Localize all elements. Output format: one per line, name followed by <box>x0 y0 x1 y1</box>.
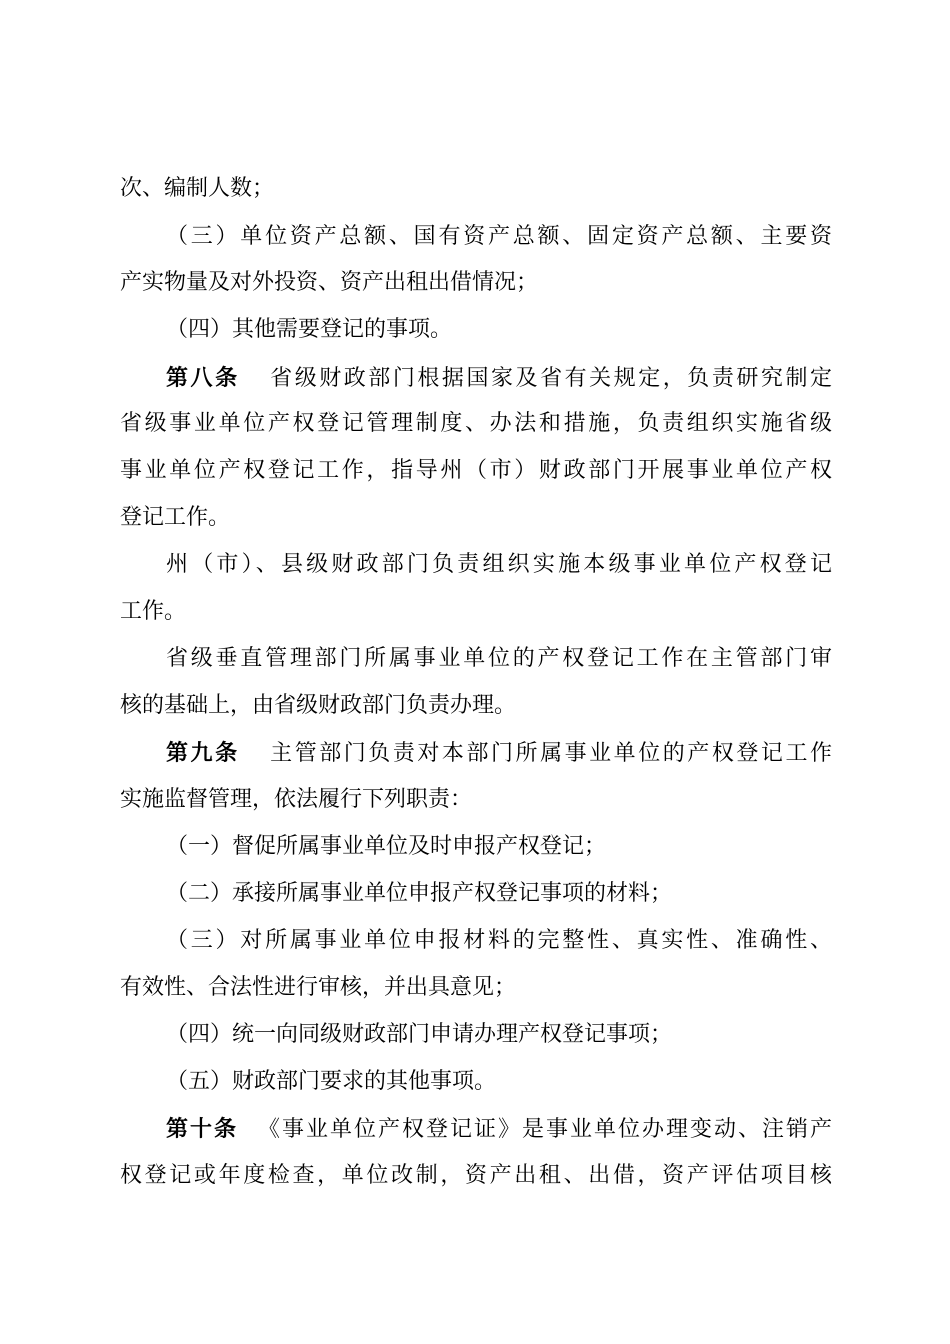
article-heading: 第九条 <box>166 740 240 766</box>
text-line <box>120 409 832 439</box>
line-text: 核的基础上，由省级财政部门负责办理。 <box>120 693 517 718</box>
text-line <box>120 456 832 486</box>
text-line <box>120 503 832 533</box>
text-line <box>120 268 832 298</box>
line-text: 省级事业单位产权登记管理制度、办法和措施，负责组织实施省级 <box>120 411 832 436</box>
line-text: （三）对所属事业单位申报材料的完整性、真实性、准确性、 <box>166 928 832 953</box>
article-heading: 第八条 <box>166 365 240 391</box>
text-line <box>166 832 832 862</box>
line-text: （一）督促所属事业单位及时申报产权登记； <box>166 834 607 859</box>
article-9-line <box>166 738 832 768</box>
text-line <box>166 315 832 345</box>
text-line <box>166 550 832 580</box>
line-text: 工作。 <box>120 599 187 624</box>
article-8-line <box>166 363 832 393</box>
text-line <box>120 597 832 627</box>
article-10-line <box>166 1114 832 1144</box>
line-text: 主管部门负责对本部门所属事业单位的产权登记工作 <box>267 741 832 766</box>
line-text: （三）单位资产总额、国有资产总额、固定资产总额、主要资 <box>166 224 832 249</box>
line-text: 实施监督管理，依法履行下列职责： <box>120 787 473 812</box>
line-text: 登记工作。 <box>120 505 231 530</box>
line-text: （四）统一向同级财政部门申请办理产权登记事项； <box>166 1022 673 1047</box>
text-line <box>166 644 832 674</box>
line-text: 省级财政部门根据国家及省有关规定，负责研究制定 <box>267 366 832 391</box>
text-line <box>120 973 832 1003</box>
line-text: 《事业单位产权登记证》是事业单位办理变动、注销产 <box>256 1117 832 1142</box>
line-text: 省级垂直管理部门所属事业单位的产权登记工作在主管部门审 <box>166 646 832 671</box>
line-text: （四）其他需要登记的事项。 <box>166 317 453 342</box>
text-line <box>166 879 832 909</box>
line-text: 有效性、合法性进行审核，并出具意见； <box>120 975 517 1000</box>
line-text: 权登记或年度检查，单位改制，资产出租、出借，资产评估项目核 <box>120 1163 832 1188</box>
line-text: （五）财政部门要求的其他事项。 <box>166 1069 497 1094</box>
line-text: 产实物量及对外投资、资产出租出借情况； <box>120 270 539 295</box>
text-line <box>120 785 832 815</box>
text-line <box>120 691 832 721</box>
article-heading: 第十条 <box>166 1116 238 1142</box>
text-line <box>166 926 832 956</box>
line-text: （二）承接所属事业单位申报产权登记事项的材料； <box>166 881 673 906</box>
line-text: 次、编制人数； <box>120 176 275 201</box>
text-line <box>166 1067 832 1097</box>
line-text: 州（市）、县级财政部门负责组织实施本级事业单位产权登记 <box>166 552 832 577</box>
text-line <box>120 1161 832 1191</box>
text-line <box>120 174 832 204</box>
text-line <box>166 1020 832 1050</box>
text-line <box>166 222 832 252</box>
line-text: 事业单位产权登记工作，指导州（市）财政部门开展事业单位产权 <box>120 458 832 483</box>
